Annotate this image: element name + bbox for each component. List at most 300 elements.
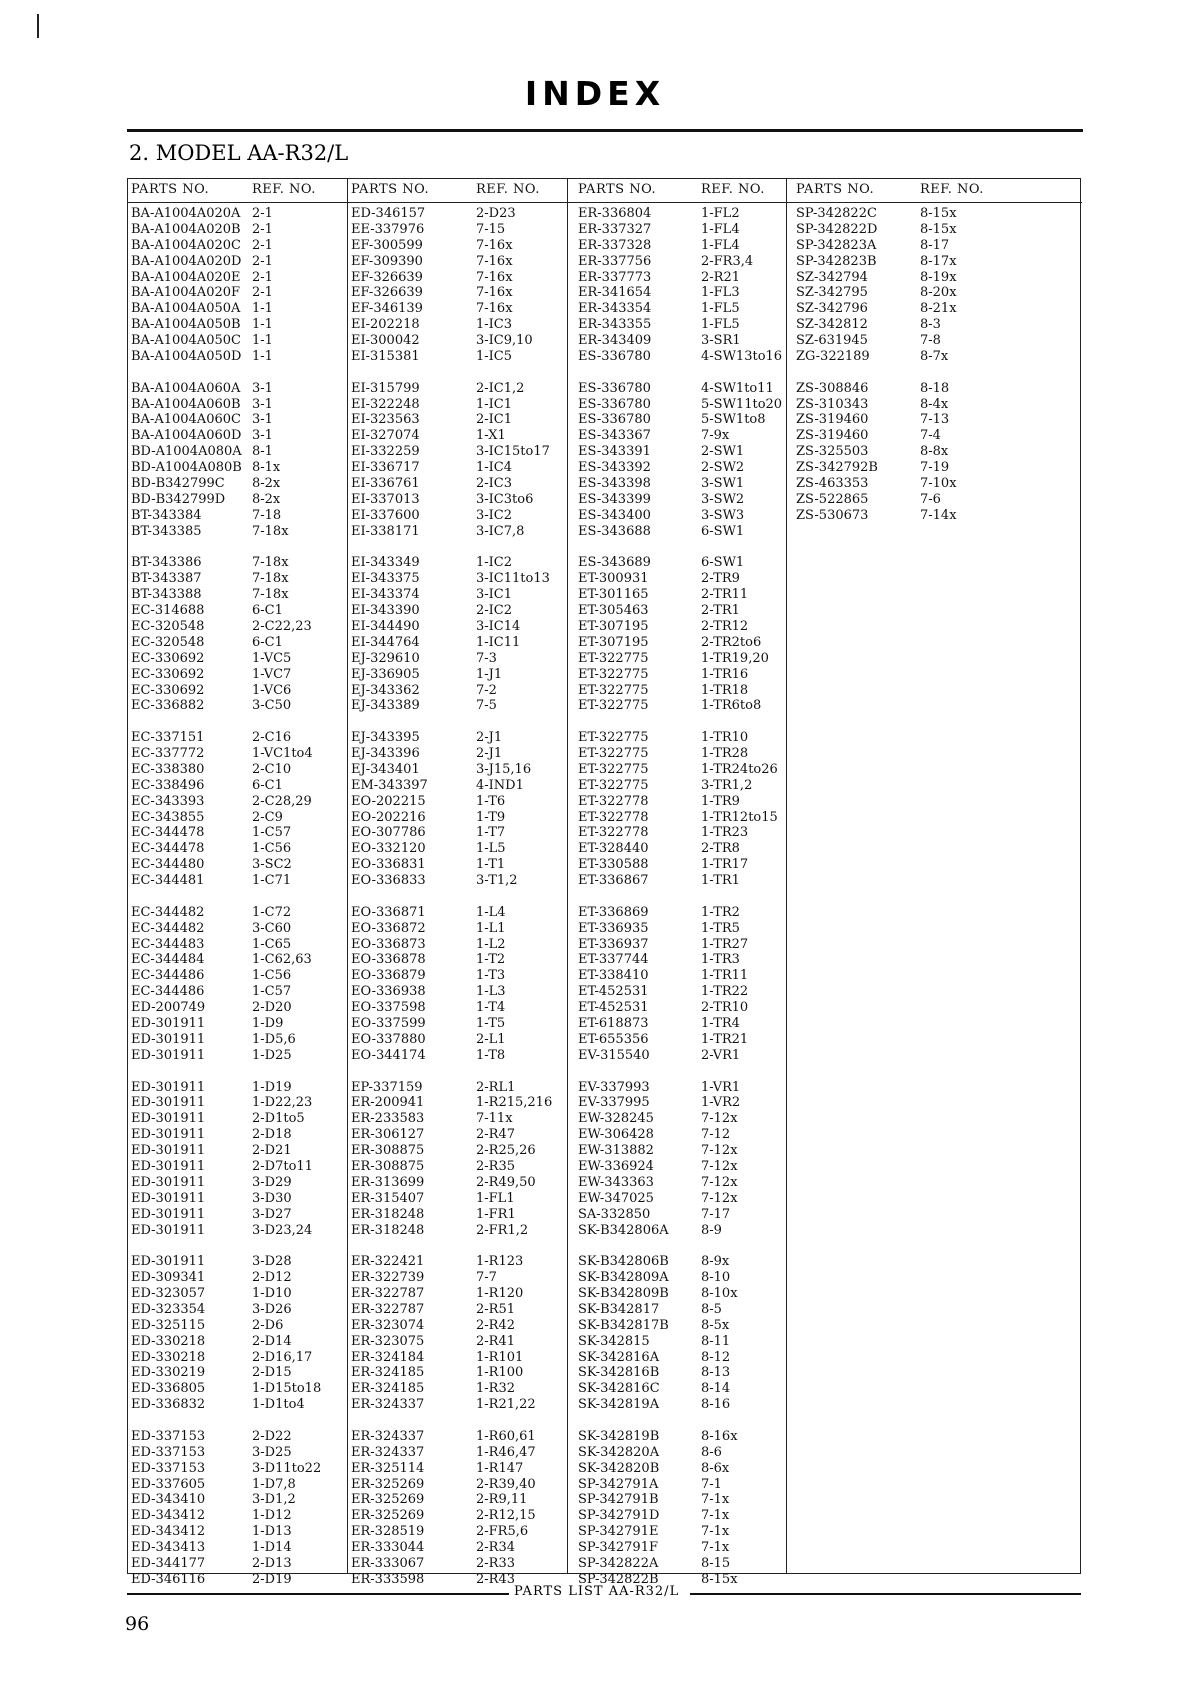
parts-no-cell: EJ-343401	[351, 761, 420, 777]
ref-no-cell: 8-6x	[701, 1460, 730, 1476]
table-row	[787, 460, 1082, 476]
table-row	[787, 476, 1082, 492]
ref-no-cell: 1-VC1to4	[252, 746, 313, 761]
ref-no-cell: 2-R35	[476, 1158, 515, 1174]
parts-no-cell: SK-B342817B	[578, 1317, 669, 1333]
parts-no-cell: ED-323057	[131, 1286, 206, 1301]
table-row	[787, 381, 1082, 397]
parts-no-header: PARTS NO.	[796, 182, 875, 197]
table-row	[348, 1350, 568, 1366]
table-row	[128, 1302, 347, 1318]
table-row	[348, 1016, 568, 1032]
ref-no-cell: 1-IC2	[476, 555, 513, 571]
ref-no-cell: 2-1	[252, 221, 273, 237]
row-group	[128, 206, 347, 365]
ref-no-cell: 7-5	[476, 698, 497, 714]
ref-no-cell: 2-J1	[476, 746, 503, 761]
ref-no-cell: 8-8x	[920, 444, 949, 460]
table-row	[787, 412, 1082, 428]
parts-no-cell: ET-337744	[578, 952, 649, 968]
ref-no-cell: 7-16x	[476, 253, 513, 269]
ref-no-cell: 8-1x	[252, 460, 281, 476]
ref-no-cell: 3-D27	[252, 1206, 292, 1222]
ref-no-cell: 8-10	[701, 1270, 731, 1286]
ref-no-cell: 7-6	[920, 491, 941, 507]
table-row	[128, 555, 347, 571]
ref-no-header: REF. NO.	[476, 182, 540, 197]
ref-no-cell: 1-IC3	[476, 317, 513, 333]
table-row	[348, 397, 568, 413]
ref-no-cell: 3-D11to22	[252, 1460, 322, 1476]
row-group	[568, 381, 787, 540]
parts-no-cell: EC-344478	[131, 825, 205, 841]
parts-no-cell: EC-338380	[131, 761, 205, 777]
ref-no-cell: 2-SW2	[701, 460, 745, 476]
table-row	[568, 1334, 787, 1350]
parts-no-cell: ER-306127	[351, 1127, 425, 1143]
parts-no-cell: ED-301911	[131, 1016, 206, 1032]
table-row	[568, 333, 787, 349]
ref-no-cell: 3-IC7,8	[476, 523, 525, 539]
table-row	[568, 1492, 787, 1508]
parts-no-cell: ES-343399	[578, 491, 651, 507]
parts-no-cell: EV-337995	[578, 1095, 650, 1111]
ref-no-cell: 2-1	[252, 269, 273, 285]
parts-no-cell: ED-323354	[131, 1301, 206, 1317]
table-row	[568, 222, 787, 238]
parts-no-cell: SK-B342817	[578, 1301, 660, 1317]
table-row	[348, 571, 568, 587]
table-row	[348, 746, 568, 762]
table-row	[348, 1191, 568, 1207]
parts-no-cell: BA-A1004A060C	[131, 412, 241, 428]
ref-no-cell: 4-SW1to11	[701, 380, 774, 396]
table-row	[568, 746, 787, 762]
column-rows	[568, 206, 787, 1604]
ref-no-cell: 1-C71	[252, 873, 292, 889]
table-row	[128, 1143, 347, 1159]
parts-no-cell: BA-A1004A020A	[131, 206, 241, 221]
row-group	[348, 206, 568, 365]
ref-no-cell: 3-IC2	[476, 507, 513, 523]
table-row	[348, 301, 568, 317]
ref-no-cell: 3-SR1	[701, 333, 741, 349]
parts-no-cell: EI-343375	[351, 571, 420, 587]
table-row	[568, 698, 787, 714]
ref-no-cell: 1-R21,22	[476, 1397, 536, 1413]
ref-no-cell: 2-J1	[476, 730, 503, 746]
ref-no-cell: 2-TR8	[701, 841, 740, 857]
ref-no-cell: 3-IC11to13	[476, 571, 550, 587]
table-row	[128, 508, 347, 524]
parts-no-cell: EC-344483	[131, 936, 205, 952]
ref-no-cell: 1-T6	[476, 793, 506, 809]
ref-no-cell: 3-D30	[252, 1190, 292, 1206]
parts-no-cell: SK-342819B	[578, 1428, 660, 1444]
table-row	[787, 444, 1082, 460]
ref-no-cell: 1-R120	[476, 1286, 524, 1301]
title-rule	[127, 129, 1083, 132]
page-number: 96	[125, 1613, 150, 1635]
parts-no-cell: EI-332259	[351, 444, 420, 460]
parts-no-cell: ES-343392	[578, 460, 651, 476]
parts-no-cell: ET-452531	[578, 984, 649, 1000]
ref-no-cell: 8-2x	[252, 491, 281, 507]
parts-no-cell: BT-343387	[131, 571, 202, 587]
ref-no-cell: 2-SW1	[701, 444, 745, 460]
ref-no-cell: 1-D14	[252, 1540, 292, 1556]
parts-no-cell: ER-324337	[351, 1444, 425, 1460]
column-rows	[787, 206, 1082, 540]
parts-no-cell: ET-322775	[578, 682, 649, 698]
row-group	[568, 1080, 787, 1239]
table-row	[348, 1159, 568, 1175]
parts-no-cell: EC-336882	[131, 698, 205, 714]
table-row	[568, 1429, 787, 1445]
ref-no-cell: 7-18x	[252, 555, 289, 571]
parts-no-cell: ED-336805	[131, 1381, 206, 1397]
ref-no-cell: 8-17x	[920, 253, 957, 269]
parts-no-cell: EC-344480	[131, 857, 205, 873]
table-row	[128, 524, 347, 540]
table-row	[787, 254, 1082, 270]
ref-no-cell: 1-D25	[252, 1047, 292, 1063]
parts-no-cell: ET-322778	[578, 793, 649, 809]
table-row	[568, 762, 787, 778]
parts-no-cell: ED-330218	[131, 1333, 206, 1349]
ref-no-cell: 1-TR2	[701, 904, 740, 920]
table-row	[348, 1286, 568, 1302]
table-row	[348, 952, 568, 968]
parts-no-cell: EI-337600	[351, 507, 420, 523]
parts-no-cell: ER-324337	[351, 1397, 425, 1413]
table-row	[348, 1048, 568, 1064]
table-row	[568, 524, 787, 540]
table-row	[348, 333, 568, 349]
parts-no-cell: EJ-343389	[351, 698, 420, 714]
table-row	[568, 730, 787, 746]
parts-no-cell: EO-336831	[351, 857, 426, 873]
ref-no-cell: 8-15x	[920, 206, 957, 221]
ref-no-cell: 8-20x	[920, 285, 957, 301]
parts-no-cell: EI-343349	[351, 555, 420, 571]
ref-no-cell: 1-FL3	[701, 285, 740, 301]
parts-no-cell: ER-337756	[578, 253, 652, 269]
parts-no-cell: ET-330588	[578, 857, 649, 873]
table-row	[568, 937, 787, 953]
ref-no-cell: 8-4x	[920, 396, 949, 412]
parts-no-cell: EO-337598	[351, 1000, 426, 1016]
parts-no-cell: SK-B342806B	[578, 1254, 669, 1270]
table-row	[568, 952, 787, 968]
parts-no-cell: ET-655356	[578, 1031, 649, 1047]
table-row	[568, 492, 787, 508]
ref-no-cell: 1-IC4	[476, 460, 513, 476]
ref-no-cell: 2-TR2to6	[701, 634, 762, 650]
parts-no-cell: SK-342820A	[578, 1444, 660, 1460]
ref-no-cell: 2-D19	[252, 1571, 292, 1587]
parts-no-cell: ZS-530673	[796, 507, 869, 523]
parts-no-cell: EO-336879	[351, 968, 426, 984]
ref-no-cell: 2-FR3,4	[701, 253, 754, 269]
parts-no-cell: ER-322739	[351, 1270, 425, 1286]
parts-no-cell: ER-323074	[351, 1317, 425, 1333]
ref-no-cell: 7-1x	[701, 1492, 730, 1508]
table-row	[568, 857, 787, 873]
ref-no-cell: 3-IC15to17	[476, 444, 550, 460]
parts-no-cell: ET-322778	[578, 825, 649, 841]
parts-no-cell: EO-202215	[351, 793, 426, 809]
parts-no-cell: ER-337328	[578, 237, 652, 253]
ref-no-cell: 2-R25,26	[476, 1143, 536, 1159]
table-row	[128, 1270, 347, 1286]
parts-no-cell: SP-342791E	[578, 1524, 659, 1540]
table-row	[128, 1334, 347, 1350]
parts-no-cell: EO-337880	[351, 1031, 426, 1047]
table-row	[568, 683, 787, 699]
ref-no-cell: 1-TR3	[701, 952, 740, 968]
parts-no-cell: EI-338171	[351, 523, 420, 539]
parts-no-cell: SZ-631945	[796, 333, 868, 349]
table-row	[128, 1556, 347, 1572]
parts-no-cell: ZS-310343	[796, 396, 869, 412]
ref-no-cell: 7-12x	[701, 1158, 738, 1174]
table-row	[348, 1032, 568, 1048]
ref-no-cell: 2-TR10	[701, 1000, 749, 1016]
parts-no-cell: ER-322787	[351, 1301, 425, 1317]
ref-no-cell: 2-R42	[476, 1317, 515, 1333]
ref-no-cell: 1-TR11	[701, 968, 749, 984]
parts-no-cell: ED-200749	[131, 1000, 206, 1016]
ref-no-cell: 7-18x	[252, 523, 289, 539]
parts-no-cell: ED-346116	[131, 1571, 206, 1587]
table-row	[787, 238, 1082, 254]
parts-no-cell: ZS-522865	[796, 491, 869, 507]
ref-no-cell: 4-IND1	[476, 777, 524, 793]
table-row	[128, 952, 347, 968]
ref-no-cell: 8-1	[252, 444, 273, 460]
table-row	[348, 873, 568, 889]
table-row	[568, 1175, 787, 1191]
parts-no-cell: EO-336872	[351, 920, 426, 936]
table-row	[128, 1397, 347, 1413]
table-row	[568, 841, 787, 857]
table-row	[348, 1302, 568, 1318]
ref-no-cell: 3-1	[252, 412, 273, 428]
parts-no-cell: EO-307786	[351, 825, 426, 841]
parts-no-cell: EW-336924	[578, 1158, 654, 1174]
parts-no-cell: ER-323075	[351, 1333, 425, 1349]
parts-no-cell: EO-336878	[351, 952, 426, 968]
parts-no-cell: BA-A1004A020C	[131, 237, 241, 253]
ref-no-cell: 7-12x	[701, 1111, 738, 1127]
table-row	[568, 476, 787, 492]
table-row	[348, 222, 568, 238]
parts-no-cell: ET-336937	[578, 936, 649, 952]
ref-no-cell: 2-R47	[476, 1127, 515, 1143]
ref-no-cell: 2-C9	[252, 809, 283, 825]
ref-no-cell: 2-TR11	[701, 587, 749, 603]
parts-no-cell: EV-337993	[578, 1079, 650, 1095]
parts-no-cell: ET-338410	[578, 968, 649, 984]
parts-no-cell: ET-322775	[578, 666, 649, 682]
ref-no-cell: 8-9	[701, 1222, 722, 1238]
parts-no-cell: SP-342822A	[578, 1556, 659, 1572]
ref-no-cell: 1-TR16	[701, 666, 749, 682]
table-row	[348, 1095, 568, 1111]
parts-no-cell: BD-A1004A080A	[131, 444, 242, 460]
parts-no-cell: ED-301911	[131, 1127, 206, 1143]
ref-no-cell: 1-1	[252, 333, 273, 349]
table-row	[348, 1461, 568, 1477]
table-row	[128, 1207, 347, 1223]
parts-no-cell: ER-315407	[351, 1190, 425, 1206]
parts-no-cell: ED-337605	[131, 1476, 206, 1492]
parts-no-cell: ZS-463353	[796, 476, 869, 492]
parts-no-cell: EC-344486	[131, 984, 205, 1000]
parts-no-cell: BA-A1004A060B	[131, 396, 241, 412]
row-group	[128, 1080, 347, 1239]
row-group	[348, 381, 568, 540]
table-row	[128, 317, 347, 333]
parts-no-cell: EC-314688	[131, 603, 205, 619]
table-column-4	[786, 179, 1082, 1573]
parts-no-cell: ET-618873	[578, 1016, 649, 1032]
table-row	[128, 1254, 347, 1270]
table-row	[568, 206, 787, 222]
table-row	[787, 333, 1082, 349]
row-group	[128, 1254, 347, 1413]
parts-no-cell: ET-322775	[578, 650, 649, 666]
parts-no-cell: ER-324337	[351, 1428, 425, 1444]
ref-no-cell: 2-R21	[701, 269, 740, 285]
ref-no-cell: 1-C72	[252, 904, 292, 920]
table-row	[348, 1143, 568, 1159]
row-group	[348, 555, 568, 714]
ref-no-cell: 2-D23	[476, 206, 516, 221]
ref-no-cell: 8-6	[701, 1444, 722, 1460]
ref-no-cell: 2-FR5,6	[476, 1524, 529, 1540]
parts-no-cell: ES-336780	[578, 349, 651, 365]
ref-no-cell: 3-TR1,2	[701, 777, 753, 793]
parts-no-cell: EC-320548	[131, 634, 205, 650]
parts-no-cell: EC-344478	[131, 841, 205, 857]
parts-no-cell: ES-343689	[578, 555, 651, 571]
ref-no-cell: 3-D26	[252, 1301, 292, 1317]
table-row	[348, 778, 568, 794]
table-row	[568, 1032, 787, 1048]
ref-no-cell: 1-D5,6	[252, 1031, 296, 1047]
parts-no-cell: EF-346139	[351, 301, 423, 317]
table-row	[568, 444, 787, 460]
parts-no-cell: ER-322787	[351, 1286, 425, 1301]
parts-no-cell: ER-328519	[351, 1524, 425, 1540]
parts-no-cell: EO-332120	[351, 841, 426, 857]
ref-no-cell: 1-D12	[252, 1508, 292, 1524]
parts-no-cell: EJ-343362	[351, 682, 420, 698]
parts-no-cell: ER-341654	[578, 285, 652, 301]
parts-no-cell: ET-322775	[578, 761, 649, 777]
ref-no-cell: 1-D10	[252, 1286, 292, 1301]
ref-no-cell: 8-5	[701, 1301, 722, 1317]
parts-no-cell: ES-336780	[578, 396, 651, 412]
ref-no-cell: 7-16x	[476, 301, 513, 317]
ref-no-cell: 8-16x	[701, 1428, 738, 1444]
table-row	[568, 571, 787, 587]
parts-no-cell: EC-330692	[131, 666, 205, 682]
row-group	[568, 1429, 787, 1588]
parts-no-cell: ED-343413	[131, 1540, 206, 1556]
parts-no-cell: EI-327074	[351, 428, 420, 444]
table-row	[348, 1445, 568, 1461]
table-row	[348, 270, 568, 286]
ref-no-cell: 3-D29	[252, 1174, 292, 1190]
table-row	[128, 746, 347, 762]
parts-no-cell: ED-343412	[131, 1508, 206, 1524]
table-column-2	[347, 179, 568, 1587]
row-group	[568, 905, 787, 1064]
column-header	[348, 179, 568, 203]
table-row	[568, 270, 787, 286]
ref-no-cell: 7-4	[920, 428, 941, 444]
table-row	[568, 984, 787, 1000]
table-row	[568, 619, 787, 635]
table-row	[348, 762, 568, 778]
table-row	[128, 1524, 347, 1540]
table-row	[128, 984, 347, 1000]
table-row	[128, 603, 347, 619]
table-row	[128, 1095, 347, 1111]
ref-no-cell: 2-R51	[476, 1301, 515, 1317]
ref-no-cell: 1-IC1	[476, 396, 513, 412]
table-row	[128, 412, 347, 428]
ref-no-cell: 2-D16,17	[252, 1349, 313, 1365]
ref-no-cell: 7-1	[701, 1476, 722, 1492]
row-group	[128, 555, 347, 714]
table-row	[348, 968, 568, 984]
parts-no-cell: EI-202218	[351, 317, 420, 333]
ref-no-cell: 2-R41	[476, 1333, 515, 1349]
table-row	[568, 238, 787, 254]
ref-no-cell: 7-10x	[920, 476, 957, 492]
table-row	[128, 762, 347, 778]
parts-no-cell: EI-344490	[351, 618, 420, 634]
parts-no-cell: EJ-329610	[351, 650, 420, 666]
ref-no-cell: 2-L1	[476, 1031, 506, 1047]
table-row	[348, 603, 568, 619]
parts-no-cell: EO-337599	[351, 1016, 426, 1032]
parts-no-cell: SZ-342794	[796, 269, 868, 285]
ref-no-cell: 1-J1	[476, 666, 503, 682]
parts-no-cell: EC-344481	[131, 873, 205, 889]
table-row	[348, 1318, 568, 1334]
parts-no-cell: ED-344177	[131, 1556, 206, 1572]
ref-no-cell: 8-16	[701, 1397, 731, 1413]
parts-no-cell: BA-A1004A020B	[131, 221, 241, 237]
ref-no-cell: 3-1	[252, 428, 273, 444]
ref-no-cell: 7-18x	[252, 587, 289, 603]
ref-no-cell: 1-R215,216	[476, 1095, 553, 1111]
ref-no-cell: 2-D20	[252, 1000, 292, 1016]
parts-no-cell: SK-342816B	[578, 1365, 660, 1381]
parts-no-cell: SP-342791A	[578, 1476, 659, 1492]
table-column-1	[128, 179, 347, 1587]
ref-no-cell: 7-13	[920, 412, 950, 428]
ref-no-cell: 1-FL5	[701, 317, 740, 333]
ref-no-cell: 8-15	[701, 1556, 731, 1572]
ref-no-cell: 1-L4	[476, 904, 506, 920]
parts-no-cell: ET-301165	[578, 587, 649, 603]
